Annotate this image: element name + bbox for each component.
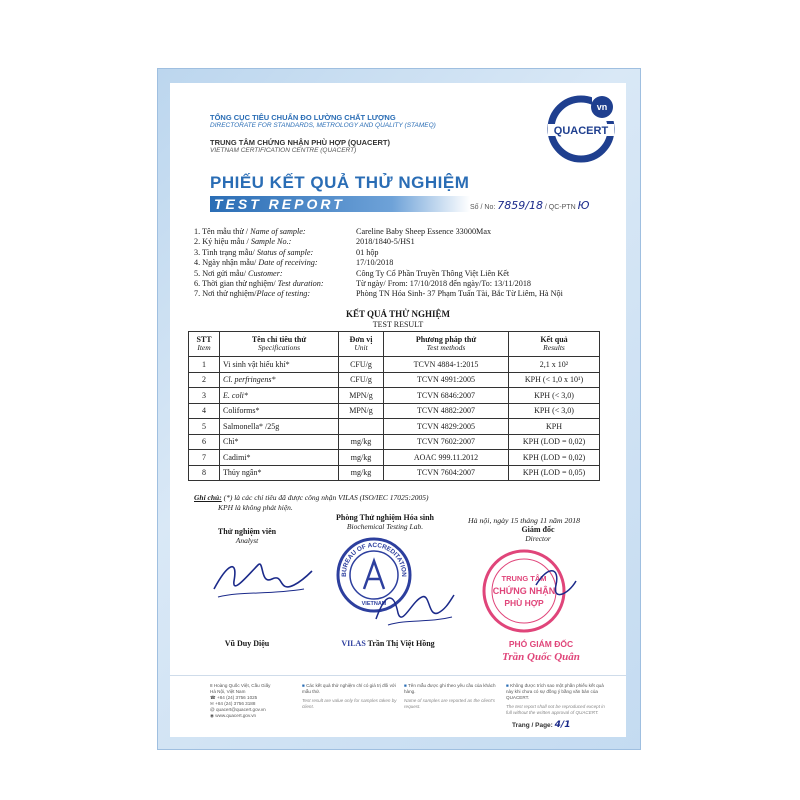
page-number: Trang / Page: 4/1 [512,720,571,730]
vilas-text: VILAS [341,639,366,648]
footer-note-1: ■ Các kết quả thử nghiệm chỉ có giá trị đối với mẫu thử. Test result are value only for samples taken by client. [302,683,397,709]
report-sheet [170,83,626,737]
table-row: 3 E. coli* MPN/g TCVN 6846:2007 KPH (< 3,0) [189,388,600,404]
sample-info-row: 6. Thời gian thử nghiệm/ Test duration: Từ ngày/ From: 17/10/2018 đến ngày/To: 13/11/2018 [194,279,532,289]
director-block [498,525,578,543]
director-title: Giám đốc [521,525,555,534]
place-date: Hà nội, ngày 15 tháng 11 năm 2018 [468,516,581,525]
results-header-row [189,332,600,357]
sample-name: Careline Baby Sheep Essence 33000Max [356,227,492,236]
info-icon: ■ [404,683,408,688]
lab-title-en: Biochemical Testing Lab. [346,522,424,531]
lab-name: Trần Thị Việt Hồng [367,639,435,648]
footer-note-2: ■ Tên mẫu được ghi theo yêu cầu của khách hàng. Name of samples are reported as the client's request. [404,683,496,709]
report-number-mark: Ю [577,199,590,212]
sample-info-row: 3. Tình trạng mẫu/ Status of sample: 01 hộp [194,247,379,257]
stamp-line-2: CHỨNG NHẬN [492,586,556,596]
testing-place: Phòng TN Hóa Sinh- 37 Phạm Tuấn Tài, Bắc Từ Liêm, Hà Nội [356,289,563,299]
stamp-line-3: PHÙ HỢP [504,598,544,608]
director-title-en: Director [525,534,551,543]
results-title: KẾT QUẢ THỬ NGHIỆM [345,309,451,319]
footer-contact: 8 Hoàng Quốc Việt, Cầu Giấy Hà Nội, Việt Nam ☎ +84 (24) 3756 1025 ✉ +84 (24) 3756 3188 @ quacert@quacert.gov.vn ◉ www.quacert.gov.vn [210,683,300,719]
footer-address-2: Hà Nội, Việt Nam [210,689,246,694]
sample-info-row: 7. Nơi thử nghiệm/Place of testing: Phòng TN Hóa Sinh- 37 Phạm Tuấn Tài, Bắc Từ Liêm, Hà Nội [194,289,563,299]
analyst-name: Vũ Duy Diệu [224,639,270,648]
report-title-en: TEST REPORT [214,196,345,212]
footer-address-1: 8 Hoàng Quốc Việt, Cầu Giấy [210,683,271,688]
official-stamp [476,545,580,637]
quacert-logo [542,89,620,167]
centre-name-vn: TRUNG TÂM CHỨNG NHẬN PHÙ HỢP (QUACERT) [210,138,390,147]
analyst-block [192,527,302,545]
sample-info-row: 2. Ký hiệu mẫu / Sample No.: 2018/1840-5/HS1 [194,237,415,247]
sample-info-row: 1. Tên mẫu thử / Name of sample: Careline Baby Sheep Essence 33000Max [194,227,492,236]
lab-name-line [328,639,448,648]
report-number-prefix: Số / No: [470,204,496,211]
info-icon: ■ [302,683,307,688]
logo-text: QUACERT [553,125,609,137]
info-icon: ■ [506,683,511,688]
table-row: 7 Cadimi* mg/kg AOAC 999.11.2012 KPH (LOD = 0,02) [189,450,600,466]
table-row: 6 Chì* mg/kg TCVN 7602:2007 KPH (LOD = 0,02) [189,434,600,450]
customer: Công Ty Cổ Phần Truyền Thông Việt Liên Kết [356,268,510,278]
lab-signature [368,583,458,633]
table-row: 2 Cl. perfringens* CFU/g TCVN 4991:2005 KPH (< 1,0 x 10¹) [189,372,600,388]
results-table [188,331,600,481]
receiving-date: 17/10/2018 [356,258,394,268]
note-kph: KPH là không phát hiện. [218,503,293,512]
email-icon: @ [210,707,216,712]
footer-divider [170,675,626,676]
stamp-line-1: TRUNG TÂM [501,574,547,583]
web-icon: ◉ [210,713,216,718]
lab-block [310,513,460,531]
report-number-suffix: / QC-PTN [544,204,576,211]
col-header-method: Phương pháp thử Test methods [384,332,509,357]
table-row: 8 Thủy ngân* mg/kg TCVN 7604:2007 KPH (LOD = 0,05) [189,465,600,481]
sample-info [194,227,563,300]
results-subtitle: TEST RESULT [372,320,424,329]
analyst-title: Thử nghiệm viên [217,527,277,536]
deputy-title: PHÓ GIÁM ĐỐC [508,639,574,649]
seal-country-text: VIETNAM [361,601,387,607]
table-row: 4 Coliforms* MPN/g TCVN 4882:2007 KPH (< 3,0) [189,403,600,419]
test-duration: Từ ngày/ From: 17/10/2018 đến ngày/To: 13/11/2018 [356,279,532,289]
sample-status: 01 hộp [356,247,379,257]
lab-title: Phòng Thử nghiệm Hóa sinh [335,513,435,522]
col-header-unit: Đơn vị Unit [339,332,384,357]
note-vilas: Ghi chú: (*) là các chỉ tiêu đã được công nhận VILAS (ISO/IEC 17025:2005) [194,493,429,502]
sample-number: 2018/1840-5/HS1 [356,237,415,247]
report-number [470,199,589,212]
phone-icon: ☎ [210,695,217,700]
col-header-spec: Tên chỉ tiêu thử Specifications [220,332,339,357]
seal-ring-text: BUREAU OF ACCREDITATION [340,541,408,577]
report-title-vn: PHIẾU KẾT QUẢ THỬ NGHIỆM [210,173,470,192]
agency-name-vn: TỔNG CỤC TIÊU CHUẨN ĐO LƯỜNG CHẤT LƯỢNG [210,113,396,122]
analyst-signature [208,545,318,605]
logo-vn-text: vn [596,102,608,112]
col-header-item: STT Item [189,332,220,357]
deputy-name: Trần Quốc Quân [502,651,580,663]
report-sheet-border [157,68,641,750]
table-row: 5 Salmonella* /25g TCVN 4829:2005 KPH [189,419,600,435]
sample-info-row: 5. Nơi gửi mẫu/ Customer: Công Ty Cổ Phần Truyền Thông Việt Liên Kết [194,268,510,278]
footer-note-3: ■ Không được trích sao một phần phiếu kết quả này khi chưa có sự đồng ý bằng văn bản của QUACERT. The test report shall not be reproduced except in full without the written approval of QUACERT. [506,683,605,715]
col-header-result: Kết quả Results [509,332,600,357]
analyst-title-en: Analyst [235,536,259,545]
sample-info-row: 4. Ngày nhận mẫu/ Date of receiving: 17/10/2018 [194,258,394,268]
table-row: 1 Vi sinh vật hiếu khí* CFU/g TCVN 4884-1:2015 2,1 x 10² [189,357,600,373]
report-number-value: 7859/18 [497,199,543,212]
centre-name-en: VIETNAM CERTIFICATION CENTRE (QUACERT) [210,147,357,154]
fax-icon: ✉ [210,701,216,706]
agency-name-en: DIRECTORATE FOR STANDARDS, METROLOGY AND QUALITY (STAMEQ) [210,122,436,129]
